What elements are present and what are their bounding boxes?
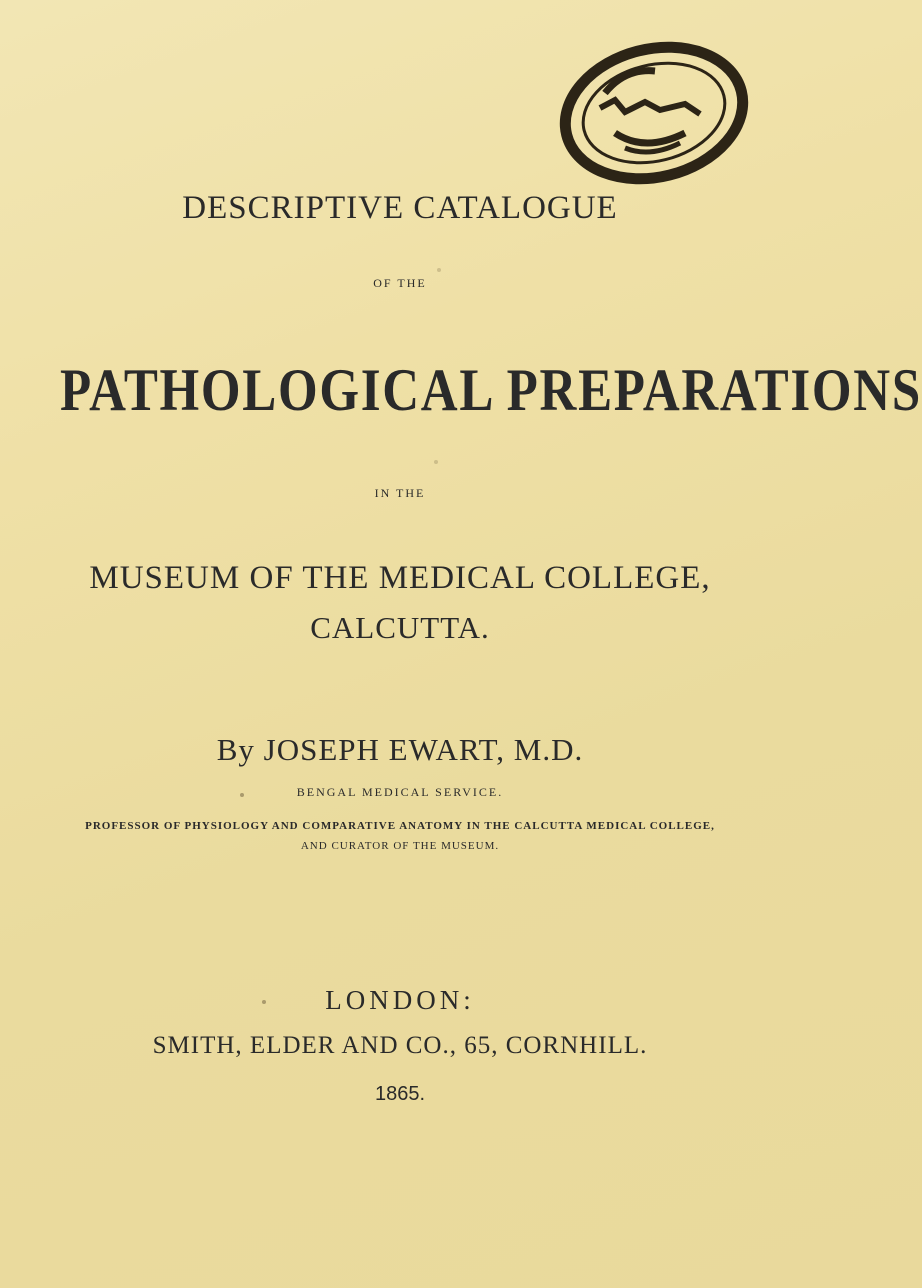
ink-speck: [262, 1000, 266, 1004]
ink-speck: [437, 268, 441, 272]
author-service: BENGAL MEDICAL SERVICE.: [296, 785, 504, 799]
catalogue-heading: DESCRIPTIVE CATALOGUE: [182, 190, 618, 226]
main-title: PATHOLOGICAL PREPARATIONS: [60, 357, 922, 423]
ink-speck: [434, 460, 438, 464]
author-position-line1: PROFESSOR OF PHYSIOLOGY AND COMPARATIVE ANATOMY IN THE CALCUTTA MEDICAL COLLEGE,: [85, 820, 715, 832]
imprint-place: LONDON:: [325, 985, 475, 1015]
in-the-label: IN THE: [374, 486, 426, 500]
city-line: CALCUTTA.: [310, 610, 490, 645]
library-stamp: [555, 38, 753, 188]
author-position-line2: AND CURATOR OF THE MUSEUM.: [300, 840, 500, 852]
imprint-year: 1865.: [374, 1083, 426, 1105]
ink-speck: [240, 793, 244, 797]
author-byline: By JOSEPH EWART, M.D.: [216, 732, 584, 767]
museum-line: MUSEUM OF THE MEDICAL COLLEGE,: [89, 560, 711, 596]
imprint-publisher: SMITH, ELDER AND CO., 65, CORNHILL.: [152, 1032, 648, 1059]
of-the-label: OF THE: [373, 276, 427, 290]
